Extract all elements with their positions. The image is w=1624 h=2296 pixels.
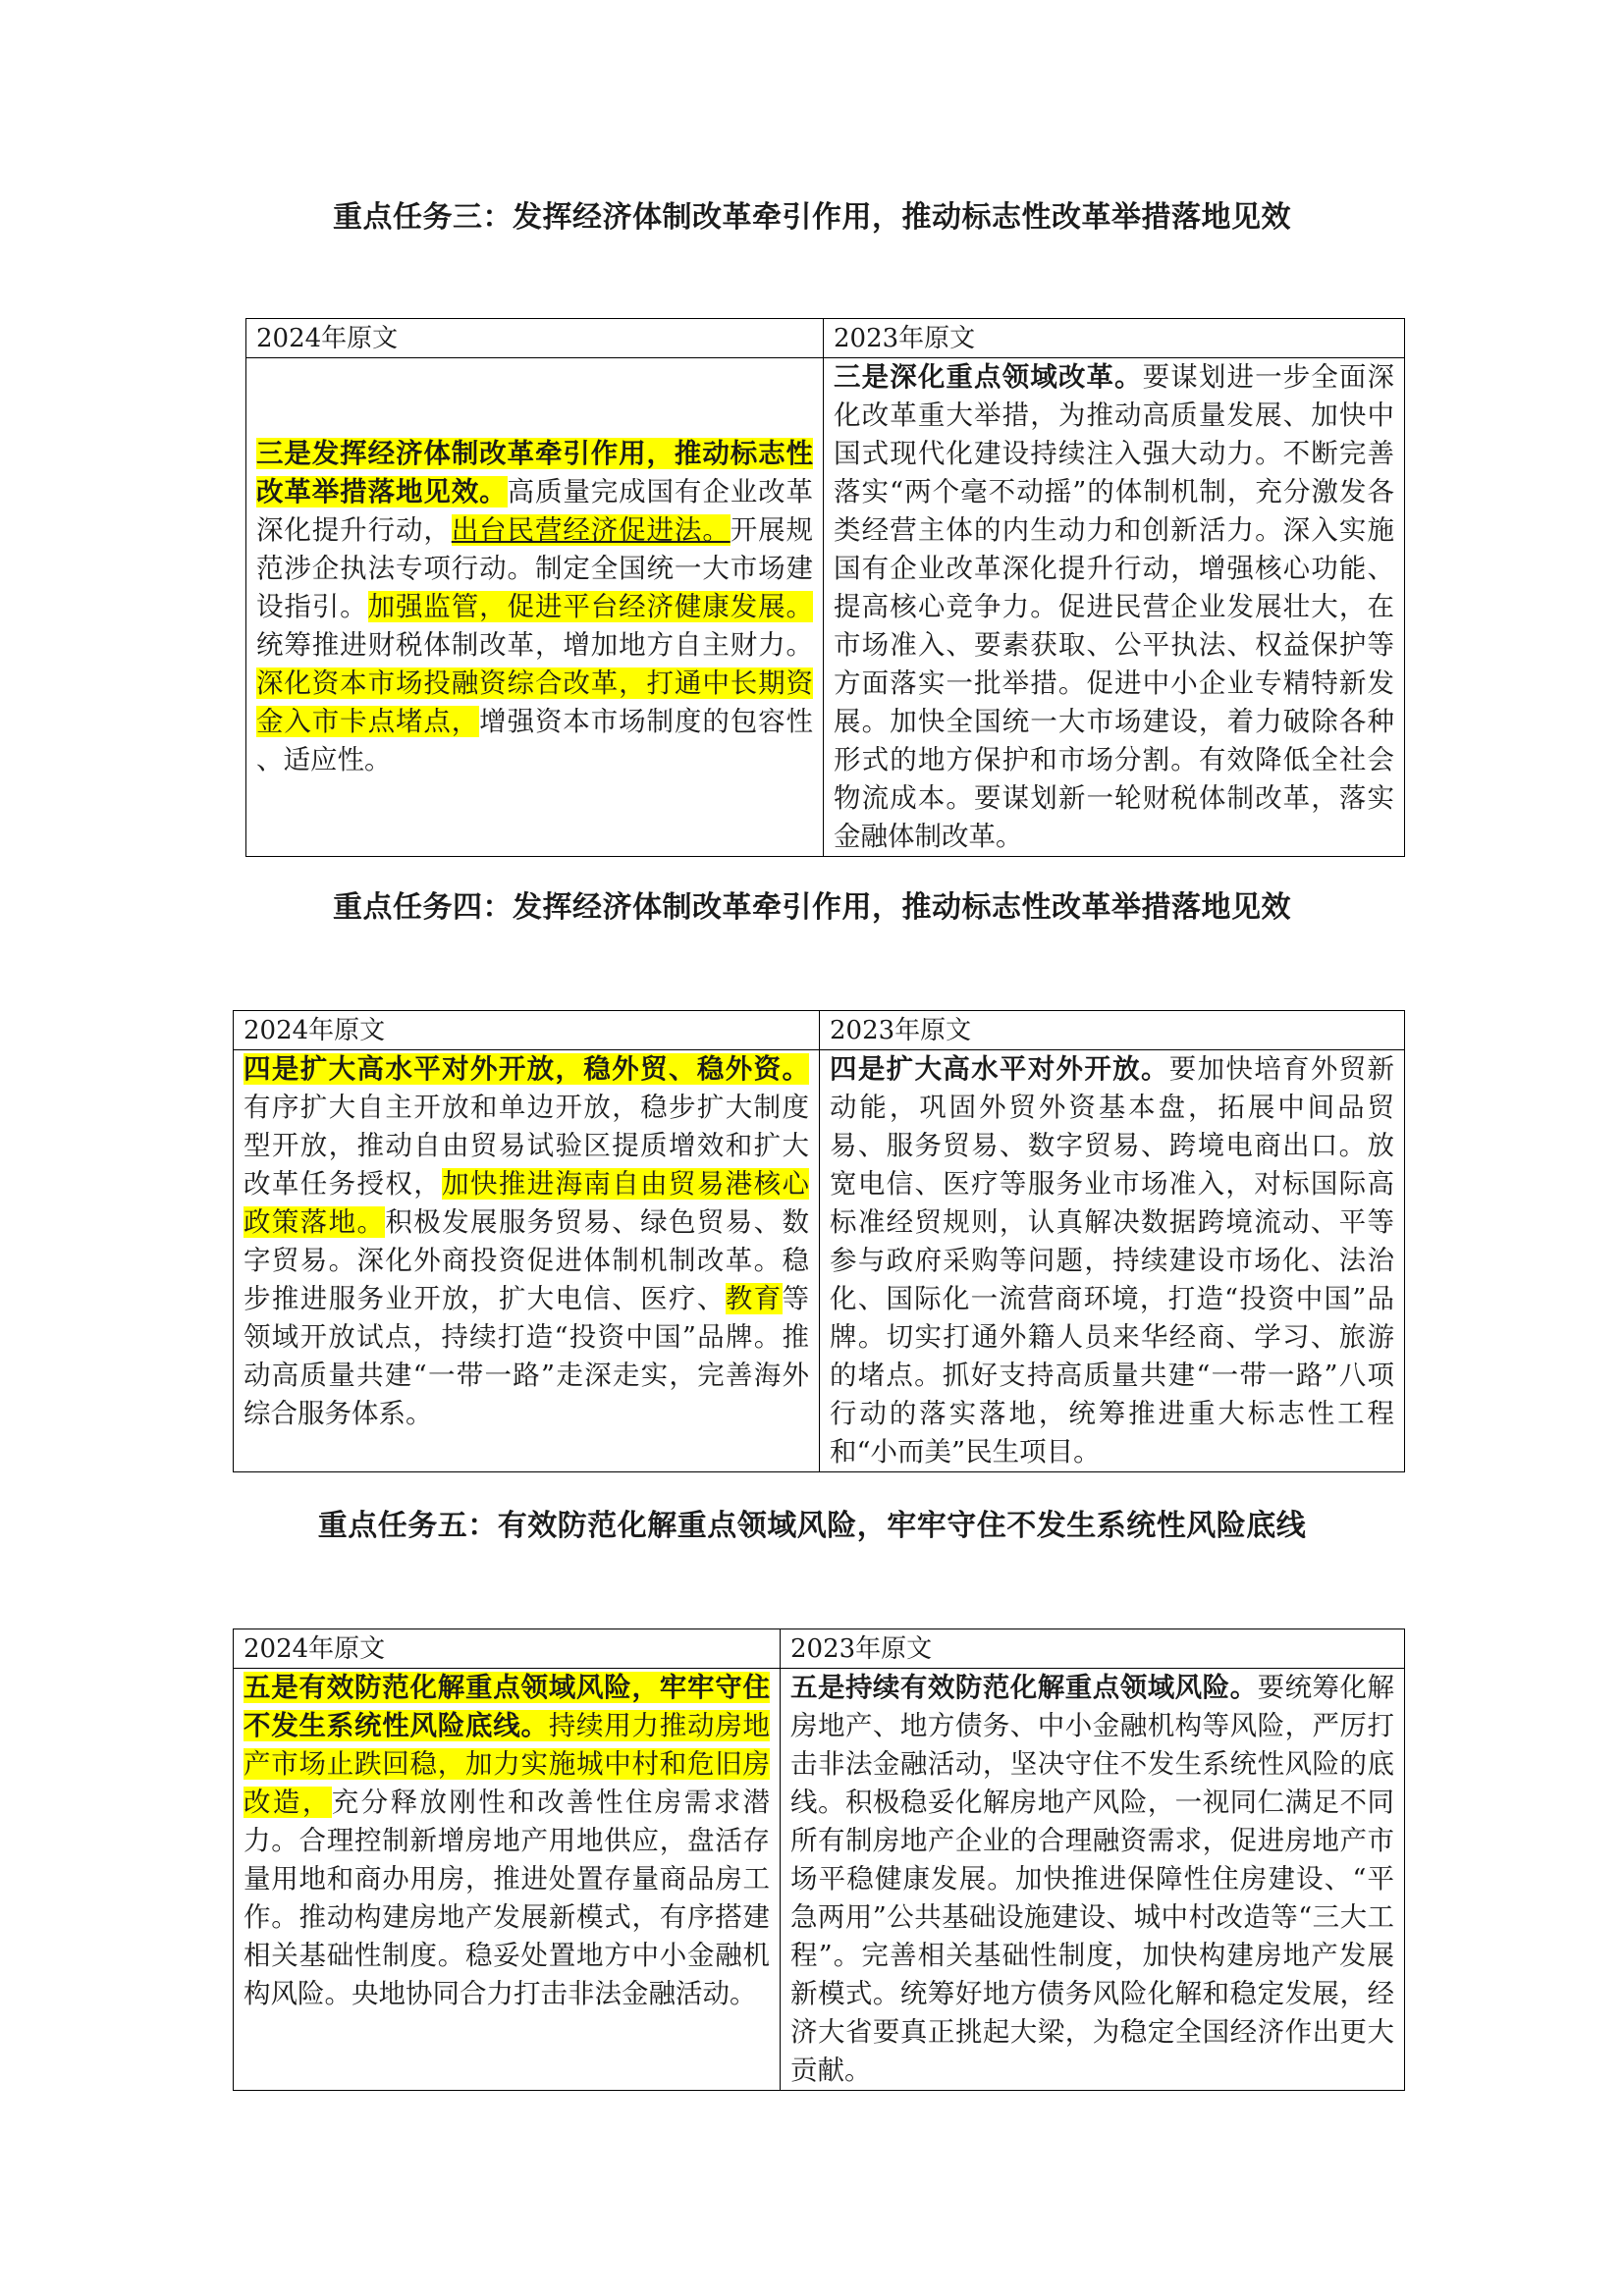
comparison-table-task-5: [233, 1629, 1405, 2091]
comparison-table-task-3: [245, 318, 1405, 857]
cell-2024-text: 四是扩大高水平对外开放，稳外贸、稳外资。有序扩大自主开放和单边开放，稳步扩大制度型开放，推动自由贸易试验区提质增效和扩大改革任务授权，加快推进海南自由贸易港核心政策落地。积极发展服务贸易、绿色贸易、数字贸易。深化外商投资促进体制机制改革。稳步推进服务业开放，扩大电信、医疗、教育等领域开放试点，持续打造“投资中国”品牌。推动高质量共建“一带一路”走深走实，完善海外综合服务体系。: [234, 1050, 820, 1472]
highlight-lead: 三是发挥经济体制改革牵引作用，推动标志性改革举措落地见效。: [256, 438, 813, 507]
comparison-table-task-4: [233, 1010, 1405, 1472]
cell-2023-text: 三是深化重点领域改革。要谋划进一步全面深化改革重大举措，为推动高质量发展、加快中国式现代化建设持续注入强大动力。不断完善落实“两个毫不动摇”的体制机制，充分激发各类经营主体的内生动力和创新活力。深入实施国有企业改革深化提升行动，增强核心功能、提高核心竞争力。促进民营企业发展壮大，在市场准入、要素获取、公平执法、权益保护等方面落实一批举措。促进中小企业专精特新发展。加快全国统一大市场建设，着力破除各种形式的地方保护和市场分割。有效降低全社会物流成本。要谋划新一轮财税体制改革，落实金融体制改革。: [824, 358, 1405, 857]
section-title-task-5: 重点任务五：有效防范化解重点领域风险，牢牢守住不发生系统性风险底线: [317, 1509, 1307, 1543]
highlight-phrase: 加强监管，促进平台经济健康发展。: [367, 591, 814, 622]
cell-2024-text: 五是有效防范化解重点领域风险，牢牢守住不发生系统性风险底线。持续用力推动房地产市场止跌回稳，加力实施城中村和危旧房改造，充分释放刚性和改善性住房需求潜力。合理控制新增房地产用地供应，盘活存量用地和商办用房，推进处置存量商品房工作。推动构建房地产发展新模式，有序搭建相关基础性制度。稳妥处置地方中小金融机构风险。央地协同合力打击非法金融活动。: [234, 1669, 781, 2091]
highlight-phrase: 教育: [725, 1283, 783, 1314]
highlight-lead: 四是扩大高水平对外开放，稳外贸、稳外资。: [244, 1053, 809, 1085]
header-2024: 2024年原文: [234, 1011, 820, 1050]
highlight-phrase: 深化资本市场投融资综合改革，打通中长期资金入市卡点堵点，: [256, 667, 813, 737]
header-2023: 2023年原文: [781, 1629, 1405, 1669]
highlight-phrase: 持续用力推动房地产市场止跌回稳，加力实施城中村和危旧房改造，: [244, 1710, 770, 1818]
header-2024: 2024年原文: [234, 1629, 781, 1669]
header-2023: 2023年原文: [824, 319, 1405, 358]
header-2023: 2023年原文: [820, 1011, 1405, 1050]
cell-2023-text: 五是持续有效防范化解重点领域风险。要统筹化解房地产、地方债务、中小金融机构等风险，严厉打击非法金融活动，坚决守住不发生系统性风险的底线。积极稳妥化解房地产风险，一视同仁满足不同所有制房地产企业的合理融资需求，促进房地产市场平稳健康发展。加快推进保障性住房建设、“平急两用”公共基础设施建设、城中村改造等“三大工程”。完善相关基础性制度，加快构建房地产发展新模式。统筹好地方债务风险化解和稳定发展，经济大省要真正挑起大梁，为稳定全国经济作出更大贡献。: [781, 1669, 1405, 2091]
highlight-lead: 五是有效防范化解重点领域风险，牢牢守住不发生系统性风险底线。: [244, 1672, 770, 1741]
header-2024: 2024年原文: [246, 319, 824, 358]
highlight-phrase: 加快推进海南自由贸易港核心政策落地。: [244, 1168, 810, 1238]
section-title-task-4: 重点任务四：发挥经济体制改革牵引作用，推动标志性改革举措落地见效: [333, 890, 1291, 925]
cell-2023-text: 四是扩大高水平对外开放。要加快培育外贸新动能，巩固外贸外资基本盘，拓展中间品贸易、服务贸易、数字贸易、跨境电商出口。放宽电信、医疗等服务业市场准入，对标国际高标准经贸规则，认真解决数据跨境流动、平等参与政府采购等问题，持续建设市场化、法治化、国际化一流营商环境，打造“投资中国”品牌。切实打通外籍人员来华经商、学习、旅游的堵点。抓好支持高质量共建“一带一路”八项行动的落实落地，统筹推进重大标志性工程和“小而美”民生项目。: [820, 1050, 1405, 1472]
highlight-underlined: 出台民营经济促进法。: [451, 514, 731, 546]
section-title-task-3: 重点任务三：发挥经济体制改革牵引作用，推动标志性改革举措落地见效: [333, 200, 1291, 235]
cell-2024-text: 三是发挥经济体制改革牵引作用，推动标志性改革举措落地见效。高质量完成国有企业改革深化提升行动，出台民营经济促进法。开展规范涉企执法专项行动。制定全国统一大市场建设指引。加强监管，促进平台经济健康发展。统筹推进财税体制改革，增加地方自主财力。深化资本市场投融资综合改革，打通中长期资金入市卡点堵点，增强资本市场制度的包容性 、适应性。: [246, 358, 824, 857]
